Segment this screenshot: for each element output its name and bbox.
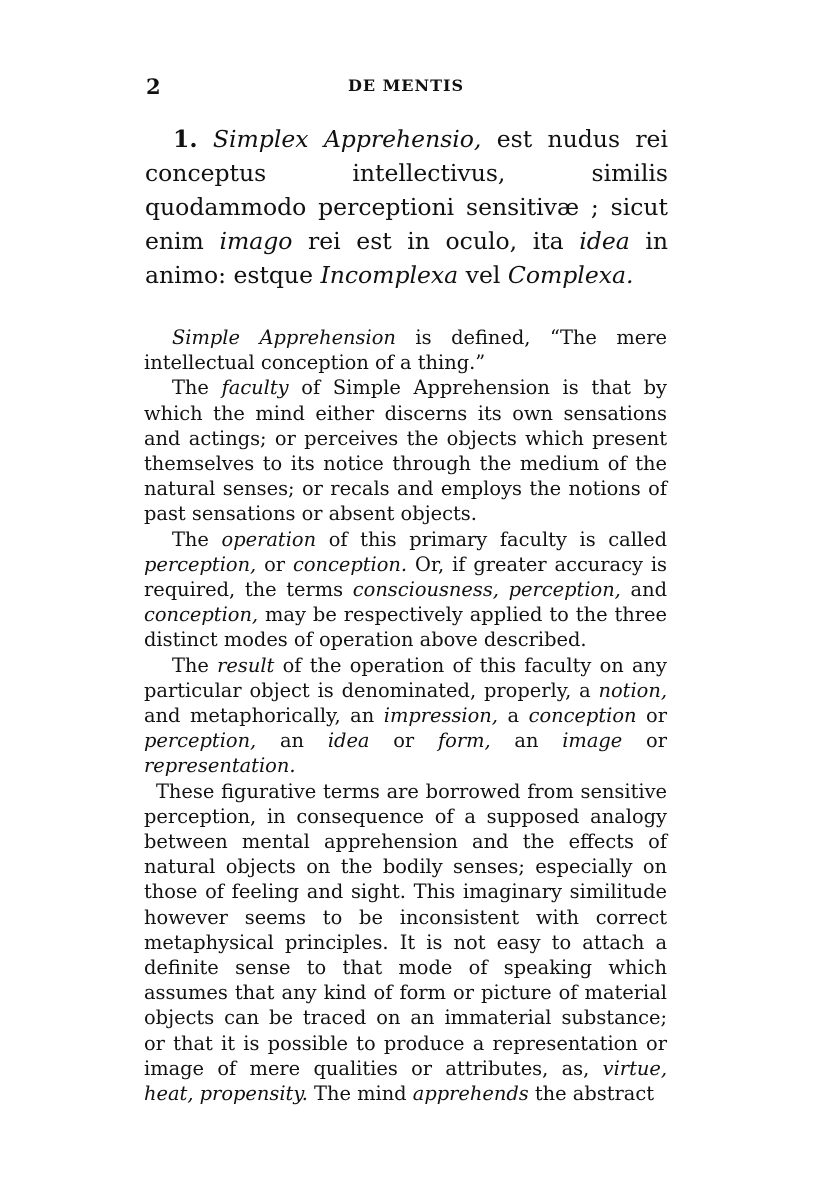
section-number: 1. — [173, 125, 198, 153]
paragraph-text: The — [172, 376, 222, 400]
paragraph-text: or — [636, 704, 667, 728]
italic-term: operation — [221, 527, 317, 551]
italic-term: result — [217, 653, 275, 677]
latin-text: vel — [458, 261, 508, 289]
italic-term: form, — [437, 729, 491, 753]
paragraph-text: or — [622, 729, 667, 753]
paragraph-text: and — [620, 578, 667, 602]
term-imago: imago — [219, 227, 293, 255]
italic-term: conception — [528, 704, 637, 728]
paragraph-text: may be respectively applied to the three distinct modes of operation above described. — [144, 603, 667, 652]
latin-paragraph — [145, 122, 668, 292]
latin-text: est nudus rei conceptus intellectivus, similis quodammodo perceptioni sensitivæ ; sicut enim — [145, 125, 668, 255]
latin-text: in animo: estque — [145, 227, 669, 289]
italic-term: apprehends — [412, 1082, 529, 1106]
paragraph-text: The — [172, 653, 218, 677]
paragraph-result — [144, 653, 667, 779]
running-head: DE MENTIS — [347, 76, 465, 95]
italic-term: idea — [327, 729, 370, 753]
italic-term: perception, — [144, 729, 257, 753]
italic-term: conception, — [144, 603, 259, 627]
paragraph-operation — [144, 527, 667, 653]
latin-definition — [145, 122, 668, 292]
term-complexa: Complexa. — [507, 261, 634, 289]
italic-term: faculty — [221, 376, 289, 400]
english-commentary — [144, 325, 667, 1106]
page-header — [146, 74, 666, 104]
italic-term: Simple Apprehension — [172, 326, 396, 349]
paragraph-text: a — [497, 704, 529, 728]
italic-term: conception. — [292, 552, 408, 576]
paragraph-text: of this primary faculty is called — [316, 527, 667, 551]
italic-term: representation. — [144, 754, 296, 778]
paragraph-text: The mind — [307, 1082, 413, 1106]
paragraph-text: and metaphorically, an — [144, 704, 384, 728]
paragraph-text: Or, if greater accuracy is required, the terms — [144, 552, 667, 602]
paragraph-text: or — [369, 729, 438, 753]
term-idea: idea — [579, 227, 630, 255]
paragraph-text: an — [490, 729, 563, 753]
paragraph-text: or — [256, 552, 293, 576]
term-incomplexa: Incomplexa — [320, 261, 459, 289]
page-number: 2 — [146, 74, 161, 99]
italic-term: consciousness, perception, — [352, 578, 621, 602]
italic-term: virtue, heat, propensity. — [144, 1056, 667, 1106]
paragraph-faculty — [144, 375, 667, 526]
italic-term: impression, — [383, 704, 498, 728]
italic-term: image — [562, 729, 623, 753]
paragraph-text: These figurative terms are borrowed from sensitive perception, in consequence of a supposed analogy between mental apprehension and the effects of natural objects on the bodily senses; especially on those of feeling and sight. This imaginary similitude however seems to be inconsistent with correct metaphysical principles. It is not easy to attach a definite sense to that mode of speaking which assumes that any kind of form or picture of material objects can be traced on an immaterial substance; or that it is possible to produce a representation or image of mere qualities or attributes, as, — [144, 779, 667, 1080]
italic-term: notion, — [598, 678, 667, 702]
paragraph-figurative — [144, 779, 667, 1107]
paragraph-definition — [144, 325, 667, 375]
latin-text: rei est in oculo, ita — [292, 227, 580, 255]
paragraph-text: of the operation of this faculty on any particular object is denominated, properly, a — [144, 653, 668, 702]
paragraph-text: an — [256, 729, 328, 753]
paragraph-text: The — [172, 527, 222, 551]
italic-term: perception, — [144, 552, 257, 576]
paragraph-text: the abstract — [528, 1082, 655, 1106]
term-simplex-apprehensio: Simplex Apprehensio, — [212, 125, 482, 153]
paragraph-text: is defined, “The mere intellectual conception of a thing.” — [144, 326, 667, 375]
paragraph-text: of Simple Apprehension is that by which the mind either discerns its own sensations and actings; or perceives the objects which present themselves to its notice through the medium of the natural senses; or recals and employs the notions of past sensations or absent objects. — [144, 376, 667, 526]
